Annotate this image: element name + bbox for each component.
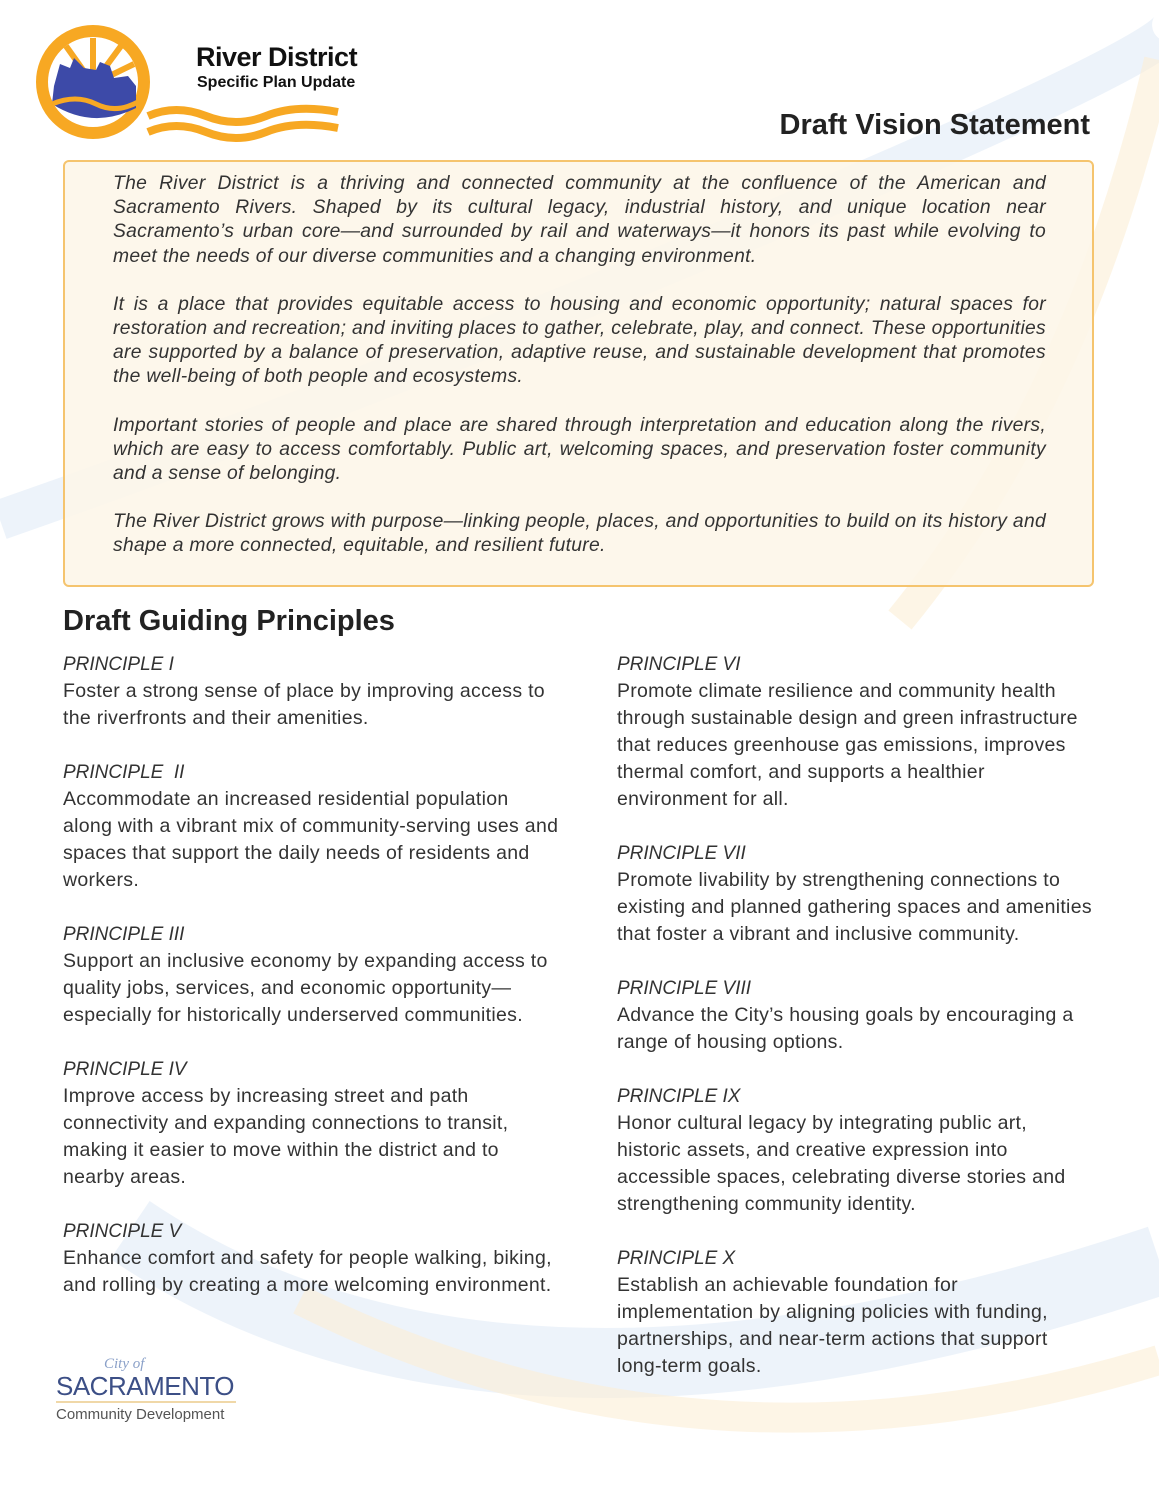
principle-text: Foster a strong sense of place by improving access to the riverfronts and their amenities. [63, 679, 545, 729]
principle-item [617, 840, 1094, 948]
principle-item [63, 921, 560, 1029]
page-content [0, 160, 1159, 1454]
city-of-text: City of [104, 1355, 145, 1372]
vision-title: Draft Vision Statement [779, 109, 1090, 141]
principle-label: PRINCIPLE X [616, 1247, 736, 1269]
principle-text: Promote climate resilience and community health through sustainable design and green infrastructure that reduces greenhouse gas emissions, improves thermal comfort, and supports a healthier environment for all. [616, 679, 1078, 810]
vision-paragraph: It is a place that provides equitable access to housing and economic opportunity; natural spaces for restoration and recreation; and inviting places to gather, celebrate, play, and connect. These opportunities are supported by a balance of preservation, adaptive reuse, and sustainable development that promotes the well-being of both people and ecosystems. [113, 293, 1046, 388]
principle-text: Enhance comfort and safety for people walking, biking, and rolling by creating a more welcoming environment. [63, 1246, 552, 1296]
principle-text: Promote livability by strengthening connections to existing and planned gathering spaces and amenities that foster a vibrant and inclusive community. [616, 868, 1092, 945]
principle-item [63, 759, 560, 894]
logo-title: River District [196, 42, 358, 72]
vision-paragraph: The River District grows with purpose—linking people, places, and opportunities to build on its history and shape a more connected, equitable, and resilient future. [113, 511, 1046, 557]
principle-label: PRINCIPLE VIII [616, 977, 752, 999]
vision-paragraph: The River District is a thriving and connected community at the confluence of the American and Sacramento Rivers. Shaped by its cultural legacy, industrial history, and unique location near Sacramento’s urban core—and surrounded by rail and waterways—it honors its past while evolving to meet the needs of our diverse communities and a changing environment. [113, 173, 1046, 267]
city-of-sacramento-logo [56, 1356, 236, 1454]
principle-text: Accommodate an increased residential population along with a vibrant mix of community-serving uses and spaces that support the daily needs of residents and workers. [63, 787, 559, 891]
principle-item [617, 1083, 1094, 1218]
principle-text: Advance the City’s housing goals by encouraging a range of housing options. [616, 1003, 1074, 1053]
principle-label: PRINCIPLE IX [616, 1085, 741, 1107]
principle-label: PRINCIPLE II [63, 761, 185, 783]
principle-text: Establish an achievable foundation for implementation by aligning policies with funding, partnerships, and near-term actions that support long-term goals. [616, 1273, 1048, 1377]
principle-label: PRINCIPLE IV [63, 1058, 187, 1080]
principles-column-left [56, 651, 560, 1454]
principles-column-right [617, 651, 1094, 1407]
principle-item [617, 651, 1094, 813]
vision-statement-box [63, 160, 1094, 587]
page-header [0, 0, 1159, 160]
principle-item [63, 1218, 560, 1299]
department-text: Community Development [56, 1405, 225, 1423]
logo-subtitle: Specific Plan Update [197, 74, 356, 91]
principle-label: PRINCIPLE III [63, 923, 185, 945]
principle-label: PRINCIPLE V [63, 1220, 182, 1242]
sacramento-text: SACRAMENTO [56, 1370, 234, 1401]
principle-label: PRINCIPLE VII [616, 842, 746, 864]
principle-text: Support an inclusive economy by expanding access to quality jobs, services, and economic opportunity—especially for historically underserved communities. [63, 949, 548, 1026]
principle-text: Honor cultural legacy by integrating public art, historic assets, and creative expression into accessible spaces, celebrating diverse stories and strengthening community identity. [616, 1111, 1066, 1215]
principle-item [63, 1056, 560, 1191]
river-district-logo [36, 24, 358, 144]
principle-item [617, 975, 1094, 1056]
principle-item [63, 651, 560, 732]
vision-paragraph: Important stories of people and place are shared through interpretation and education along the rivers, which are easy to access comfortably. Public art, welcoming spaces, and preservation foster community and a sense of belonging. [113, 414, 1046, 485]
principle-item [617, 1245, 1094, 1380]
principle-text: Improve access by increasing street and path connectivity and expanding connections to transit, making it easier to move within the district and to nearby areas. [63, 1084, 509, 1188]
principles-title: Draft Guiding Principles [63, 604, 395, 637]
principle-label: PRINCIPLE I [63, 653, 174, 675]
principles-columns [56, 651, 1094, 1454]
principle-label: PRINCIPLE VI [616, 653, 741, 675]
